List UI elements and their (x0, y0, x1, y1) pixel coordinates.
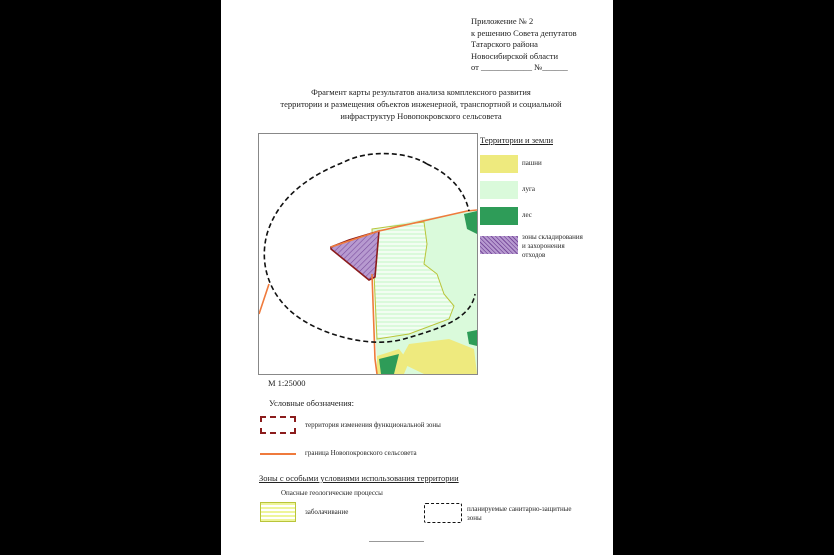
document-page (221, 0, 613, 555)
legend-label-waste: зоны складирования и захоронения отходов (522, 233, 583, 259)
legend-label-meadow: луга (522, 185, 535, 193)
appendix-line: Новосибирской области (471, 50, 559, 61)
legend-swatch-forest (480, 207, 518, 225)
legend-label-forest: лес (522, 211, 532, 219)
legend-swatch-zone-change (260, 416, 296, 434)
map-fragment (258, 133, 478, 375)
appendix-block (471, 16, 577, 74)
legend-heading: Условные обозначения: (269, 398, 355, 408)
map-scale: М 1:25000 (268, 378, 306, 388)
footer-divider (369, 541, 424, 542)
appendix-line: Татарского района (471, 39, 538, 49)
legend-territories-title: Территории и земли (480, 135, 553, 145)
legend-label-swamp: заболачивание (305, 508, 349, 516)
title-line: территории и размещения объектов инженерной, транспортной и социальной (280, 99, 562, 109)
boundary-line (259, 284, 269, 314)
legend-label-zone-change: территория изменения функциональной зоны (305, 421, 441, 429)
legend-label-sanitary: планируемые санитарно-защитные зоны (467, 505, 572, 522)
appendix-line: к решению Совета депутатов (471, 27, 577, 38)
legend-swatch-boundary (260, 453, 296, 455)
sanitary-zone (427, 164, 469, 211)
legend-swatch-waste (480, 236, 518, 254)
geo-processes-heading: Опасные геологические процессы (281, 489, 383, 497)
legend-swatch-arable (480, 155, 518, 173)
appendix-line: от ____________ №______ (471, 62, 568, 72)
legend-swatch-meadow (480, 181, 518, 199)
zones-title: Зоны с особыми условиями использования территории (259, 473, 459, 483)
title-line: Фрагмент карты результатов анализа комплексного развития (311, 87, 531, 97)
legend-swatch-swamp (260, 502, 296, 522)
map-svg (259, 134, 477, 374)
legend-swatch-sanitary (424, 503, 462, 523)
title-line: инфраструктур Новопокровского сельсовета (340, 111, 502, 121)
map-title (251, 86, 591, 122)
legend-label-arable: пашни (522, 159, 542, 167)
legend-label-boundary: граница Новопокровского сельсовета (305, 449, 417, 457)
appendix-line: Приложение № 2 (471, 16, 534, 26)
